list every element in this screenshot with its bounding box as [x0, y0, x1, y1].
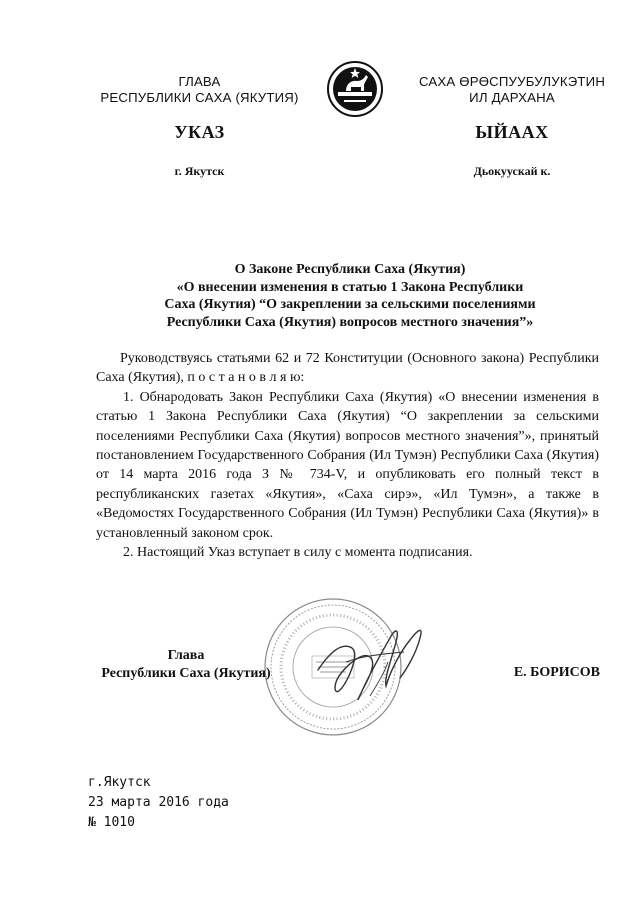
- title-line3: Саха (Якутия) “О закреплении за сельскими поселениями: [164, 297, 536, 312]
- header-right-line2: ИЛ ДАРХАНА: [469, 90, 555, 105]
- registration-city: г.Якутск: [88, 775, 151, 790]
- header-left-line2: РЕСПУБЛИКИ САХА (ЯКУТИЯ): [100, 90, 299, 105]
- registration-block: [88, 773, 229, 833]
- city-sakha: Дьокуускай к.: [473, 164, 551, 178]
- title-line1: О Законе Республики Саха (Якутия): [234, 262, 466, 277]
- header-left-line1: ГЛАВА: [178, 74, 221, 89]
- doc-type-sakha: ЫЙААХ: [475, 122, 549, 142]
- signatory-name: Е. БОРИСОВ: [513, 665, 600, 680]
- signatory-title: [96, 647, 276, 683]
- preamble: Руководствуясь статьями 62 и 72 Конституции (Основного закона) Республики Саха (Якутия), п о с т а н о в л я ю:: [96, 351, 599, 386]
- title-line2: «О внесении изменения в статью 1 Закона Республики: [176, 279, 524, 295]
- city-ru: г. Якутск: [174, 164, 225, 178]
- registration-date: 23 марта 2016 года: [88, 795, 229, 810]
- title-line4: Республики Саха (Якутия) вопросов местного значения”»: [166, 314, 534, 330]
- handwritten-signature: [312, 612, 432, 708]
- header-right-line1: САХА ӨРӨСПУУБУЛУКЭТИН: [418, 74, 606, 89]
- signatory-title-line1: Глава: [167, 648, 205, 663]
- header-right: [398, 74, 626, 106]
- signatory-title-line2: Республики Саха (Якутия): [101, 666, 271, 681]
- coat-of-arms-icon: [326, 60, 384, 118]
- decree-title: [100, 261, 600, 331]
- item-1: 1. Обнародовать Закон Республики Саха (Якутия) «О внесении изменения в статью 1 Закона Республики Саха (Якутия) “О закреплении за сельскими поселениями Республики Саха (Якутия) вопросов местного значения”», принятый постановлением Государственного Собрания (Ил Тумэн) Республики Саха (Якутия) от 14 марта 2016 года З № 734-V, и опубликовать его полный текст в республиканских газетах «Якутия», «Саха сирэ», «Ил Тумэн», а также в «Ведомостях Государственного Собрания (Ил Тумэн) Республики Саха (Якутия)» в установленный законом срок.: [96, 389, 599, 541]
- registration-number: № 1010: [88, 815, 135, 830]
- header-left: [72, 74, 327, 106]
- item-2: 2. Настоящий Указ вступает в силу с момента подписания.: [123, 545, 473, 561]
- doc-type-ru: УКАЗ: [174, 122, 225, 142]
- decree-body: [96, 349, 599, 562]
